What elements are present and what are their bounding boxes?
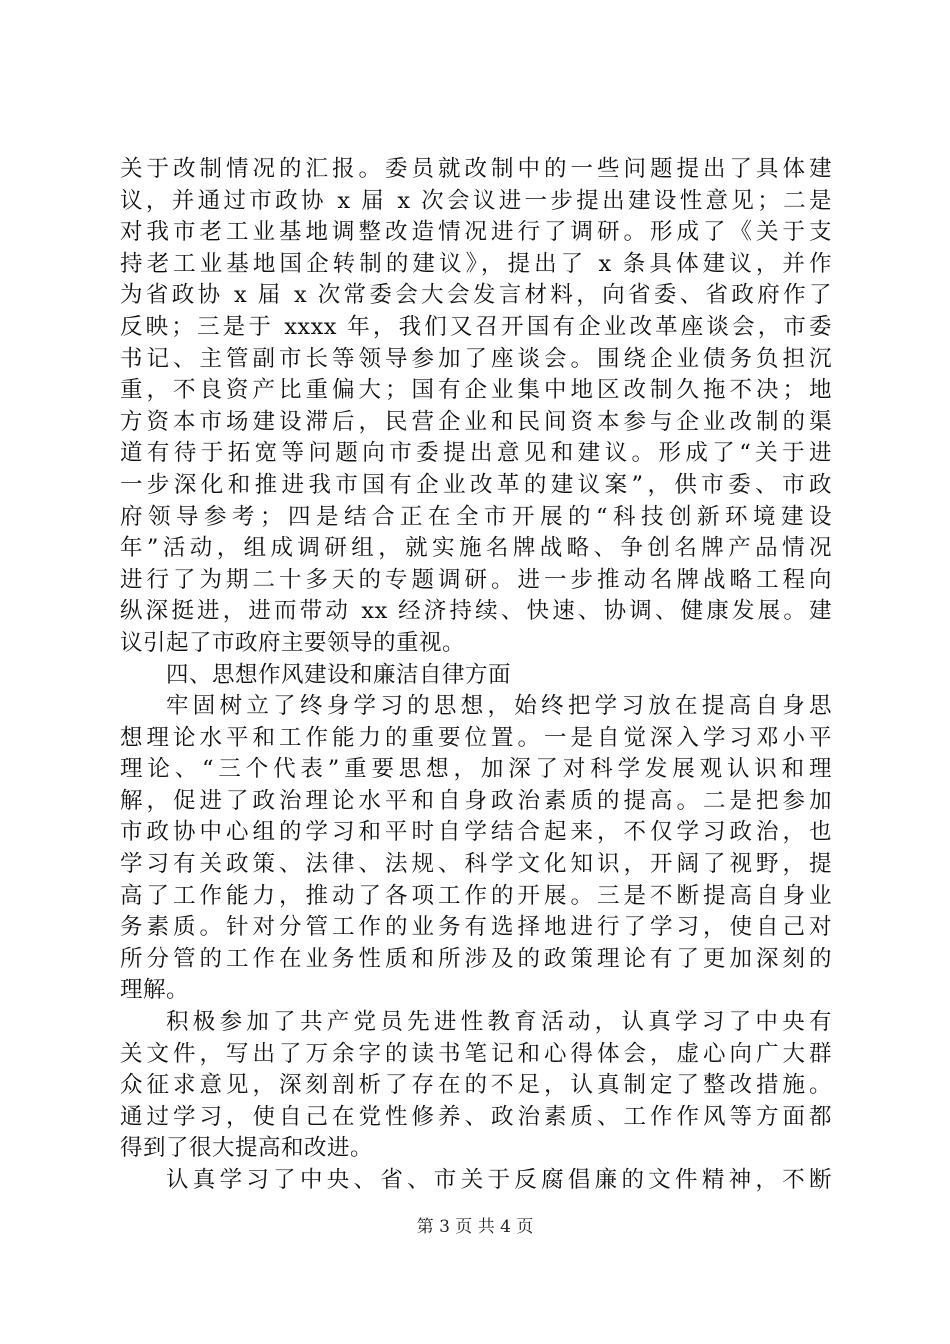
text-line: 为省政协 x 届 x 次常委会大会发言材料，向省委、省政府作了 (120, 282, 832, 309)
text-line: 一步深化和推进我市国有企业改革的建议案”，供市委、市政 (120, 471, 832, 498)
text-line: 议，并通过市政协 x 届 x 次会议进一步提出建设性意见；二是 (120, 187, 832, 214)
text-line: 方资本市场建设滞后，民营企业和民间资本参与企业改制的渠 (120, 408, 832, 435)
text-line: 纵深挺进，进而带动 xx 经济持续、快速、协调、健康发展。建 (120, 598, 832, 625)
text-line: 想理论水平和工作能力的重要位置。一是自觉深入学习邓小平 (120, 724, 832, 751)
text-line: 市政协中心组的学习和平时自学结合起来，不仅学习政治，也 (120, 819, 832, 846)
text-line: 积极参加了共产党员先进性教育活动，认真学习了中央有 (166, 1009, 832, 1036)
text-line: 关文件，写出了万余字的读书笔记和心得体会，虚心向广大群 (120, 1040, 832, 1067)
text-line: 认真学习了中央、省、市关于反腐倡廉的文件精神，不断 (166, 1167, 832, 1193)
text-line: 理解。 (120, 977, 190, 1004)
text-line: 进行了为期二十多天的专题调研。进一步推动名牌战略工程向 (120, 566, 832, 593)
text-line: 重，不良资产比重偏大；国有企业集中地区改制久拖不决；地 (120, 377, 832, 404)
text-line: 学习有关政策、法律、法规、科学文化知识，开阔了视野，提 (120, 851, 832, 878)
text-line: 通过学习，使自己在党性修养、政治素质、工作作风等方面都 (120, 1103, 832, 1130)
text-line: 反映；三是于 xxxx 年，我们又召开国有企业改革座谈会，市委 (120, 313, 832, 340)
text-line: 年”活动，组成调研组，就实施名牌战略、争创名牌产品情况 (120, 535, 832, 562)
text-line: 众征求意见，深刻剖析了存在的不足，认真制定了整改措施。 (120, 1072, 832, 1099)
document-body (120, 154, 832, 1197)
page-footer: 第 3 页 共 4 页 (416, 1217, 534, 1237)
text-line: 牢固树立了终身学习的思想，始终把学习放在提高自身思 (166, 693, 832, 720)
text-line: 务素质。针对分管工作的业务有选择地进行了学习，使自己对 (120, 914, 832, 941)
text-line: 关于改制情况的汇报。委员就改制中的一些问题提出了具体建 (120, 156, 832, 182)
text-line: 书记、主管副市长等领导参加了座谈会。围绕企业债务负担沉 (120, 345, 832, 372)
section-heading: 四、思想作风建设和廉洁自律方面 (166, 661, 512, 688)
text-line: 对我市老工业基地调整改造情况进行了调研。形成了《关于支 (120, 219, 832, 246)
text-line: 所分管的工作在业务性质和所涉及的政策理论有了更加深刻的 (120, 945, 832, 972)
text-line: 理论、“三个代表”重要思想，加深了对科学发展观认识和理 (120, 756, 832, 783)
text-line: 解，促进了政治理论水平和自身政治素质的提高。二是把参加 (120, 787, 832, 814)
text-line: 府领导参考；四是结合正在全市开展的“科技创新环境建设 (120, 503, 832, 530)
text-line: 议引起了市政府主要领导的重视。 (120, 629, 466, 656)
text-line: 道有待于拓宽等问题向市委提出意见和建议。形成了“关于进 (120, 440, 832, 467)
text-line: 高了工作能力，推动了各项工作的开展。三是不断提高自身业 (120, 882, 832, 909)
text-line: 持老工业基地国企转制的建议》，提出了 x 条具体建议，并作 (120, 250, 832, 277)
text-line: 得到了很大提高和改进。 (120, 1135, 374, 1162)
